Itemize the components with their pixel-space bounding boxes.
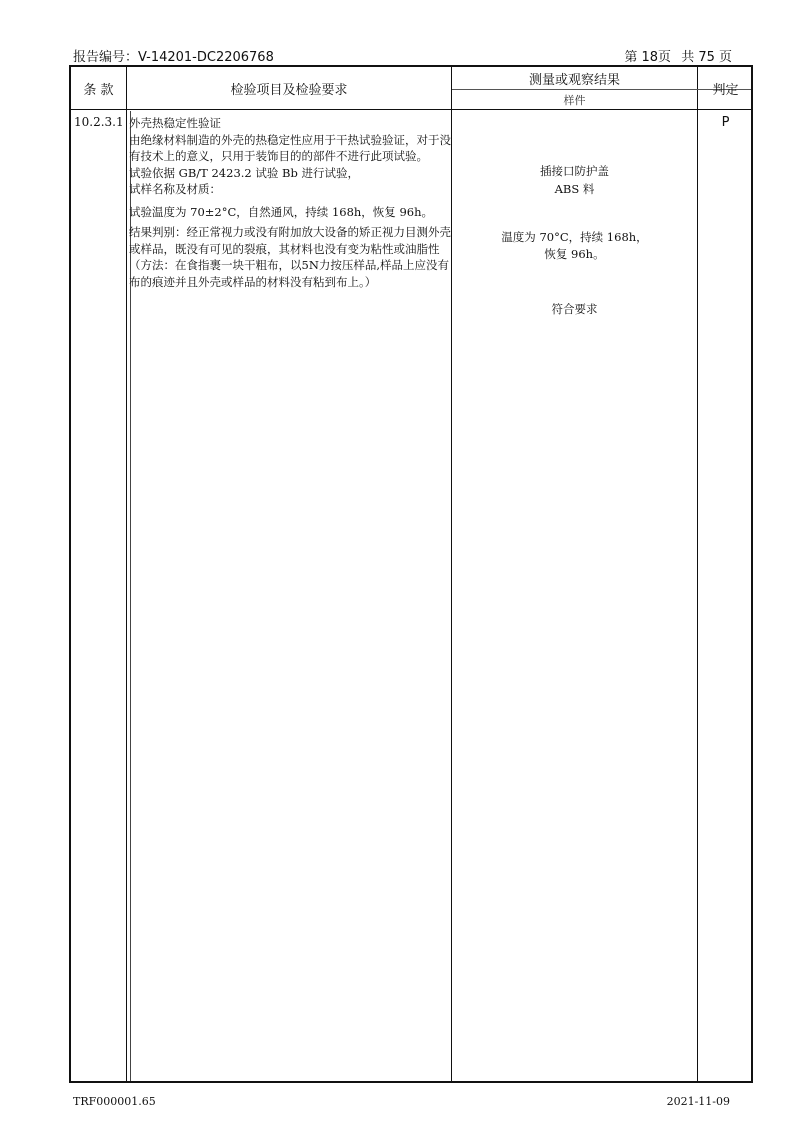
form-date: 2021-11-09 [666,1095,730,1108]
verdict-value: P [721,115,730,130]
judgement-criteria: 结果判别：经正常视力或没有附加放大设备的矫正视力目测外壳或样品，既没有可见的裂痕，其材料也没有变为粘性或油脂性（方法：在食指裹一块干粗布，以5N力按压样品,样品上应没有布的痕迹并且外壳或样品的材料没有粘到布上。） [129,225,451,289]
requirement-description: 由绝缘材料制造的外壳的热稳定性应用于干热试验验证，对于没有技术上的意义，只用于装饰目的的部件不进行此项试验。 [129,132,451,163]
header-sample: 样件 [563,93,586,107]
form-number: TRF000001.65 [73,1095,156,1108]
result-condition-line-1: 温度为 70°C，持续 168h， [501,230,648,244]
page-number: 第 18页 [624,50,672,65]
sample-label: 试样名称及材质： [129,182,221,196]
page-indicator [618,46,732,65]
test-condition: 试验温度为 70±2°C，自然通风，持续 168h，恢复 96h。 [129,204,433,219]
result-conclusion: 符合要求 [551,302,598,316]
divider-header [71,109,751,110]
sample-name: 插接口防护盖 [540,164,609,178]
requirement-title: 外壳热稳定性验证 [129,116,221,130]
divider-requirement [451,67,452,1081]
sample-material: ABS 料 [554,182,595,196]
requirement-text [129,115,451,290]
result-condition-line-2: 恢复 96h。 [544,247,605,261]
page-total: 共 75 页 [681,50,732,65]
divider-clause [126,67,127,1081]
header-measurement: 测量或观察结果 [528,72,620,88]
report-number: 报告编号：V-14201-DC2206768 [73,50,274,65]
header-verdict: 判定 [712,82,739,98]
test-method: 试验依据 GB/T 2423.2 试验 Bb 进行试验， [129,165,360,180]
inspection-table [69,65,753,1083]
clause-number: 10.2.3.1 [74,115,124,129]
header-clause: 条 款 [83,82,114,98]
header-requirement: 检验项目及检验要求 [230,82,348,98]
divider-measurement [697,67,698,1081]
